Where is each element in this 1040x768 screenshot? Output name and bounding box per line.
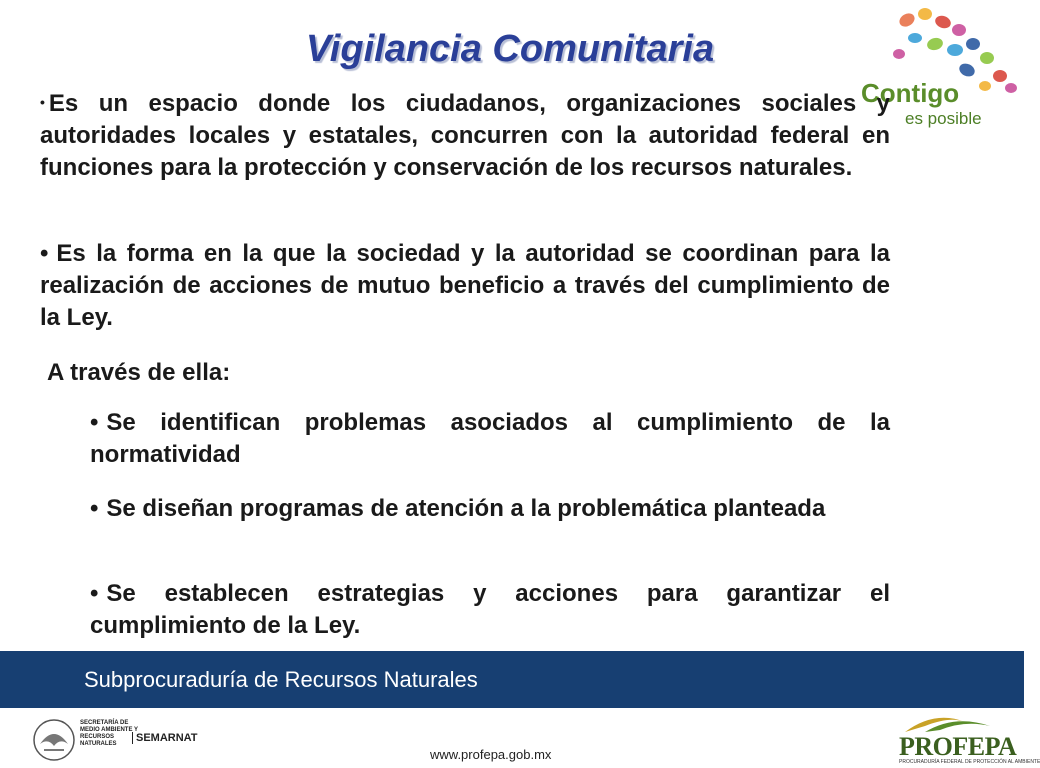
semarnat-name: SEMARNAT [132, 732, 198, 744]
paragraph-2 [40, 238, 890, 334]
eagle-icon [30, 716, 78, 764]
website-link[interactable]: www.profepa.gob.mx [430, 747, 552, 762]
paragraph-1-text: Es un espacio donde los ciudadanos, organizaciones sociales y autoridades locales y estatales, concurren con la autoridad federal en funciones para la protección y conservación de los recursos naturales. [40, 90, 890, 181]
slide-title: Vigilancia Comunitaria [305, 28, 715, 70]
swoosh-icon [895, 712, 1005, 734]
footer-label: Subprocuraduría de Recursos Naturales [84, 667, 478, 692]
intro-text: A través de ella: [47, 359, 231, 386]
bullet-icon: • [90, 580, 99, 607]
sub-item-1 [90, 407, 890, 471]
profepa-word: PROFEPA [899, 732, 1017, 761]
profepa-subtitle: PROCURADURÍA FEDERAL DE PROTECCIÓN AL AMBIENTE [899, 759, 1040, 765]
sub-item-2 [90, 493, 890, 525]
paragraph-2-text: Es la forma en la que la sociedad y la autoridad se coordinan para la realización de acciones de mutuo beneficio a través del cumplimiento de la Ley. [40, 240, 890, 331]
profepa-logo [895, 712, 1040, 766]
bullet-icon: • [40, 240, 49, 267]
contigo-word: Contigo [861, 78, 960, 108]
sub-item-1-text: Se identifican problemas asociados al cumplimiento de la normatividad [90, 409, 890, 468]
sub-item-3 [90, 578, 890, 642]
footer-bar [0, 651, 1024, 708]
contigo-subtitle: es posible [905, 109, 982, 128]
sub-item-2-text: Se diseñan programas de atención a la problemática planteada [106, 495, 826, 522]
paragraph-1 [40, 86, 890, 184]
sub-item-3-text: Se establecen estrategias y acciones para garantizar el cumplimiento de la Ley. [90, 580, 890, 639]
bullet-icon: • [90, 409, 99, 436]
semarnat-text: SECRETARÍA DE MEDIO AMBIENTE Y RECURSOS NATURALES [80, 720, 138, 747]
bullet-icon: • [40, 94, 45, 110]
bullet-icon: • [90, 495, 99, 522]
semarnat-logo [30, 714, 198, 766]
